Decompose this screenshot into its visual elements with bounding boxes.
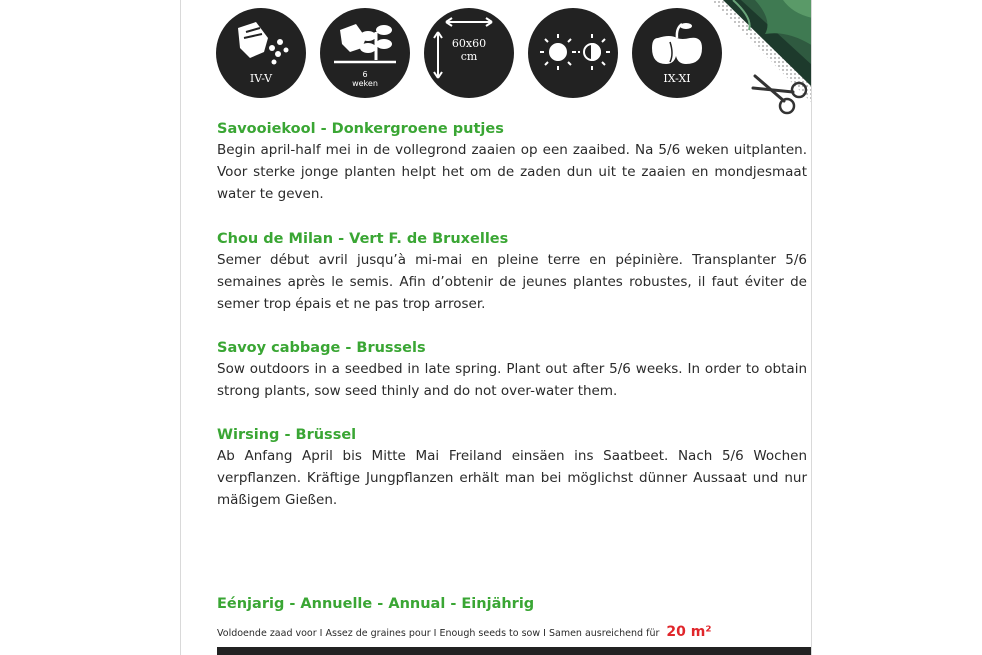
seeds-coverage: [217, 624, 807, 640]
section-dutch: [217, 119, 807, 205]
seed-packet-back: [180, 0, 812, 655]
transplant-weeks-number: 6: [362, 70, 368, 79]
section-body-french: Semer début avril jusqu’à mi-mai en pleine terre en pépinière. Transplanter 5/6 semaines après le semis. Afin d’obtenir de jeunes plantes robustes, il faut éviter de semer trop épais et ne pas trop arroser.: [217, 252, 807, 312]
bottom-bar: [217, 647, 811, 655]
seeds-coverage-text: Voldoende zaad voor I Assez de graines pour I Enough seeds to sow I Samen ausreichend für: [217, 628, 660, 639]
scissors-icon: [751, 68, 807, 118]
section-title-german: Wirsing - Brüssel: [217, 427, 357, 443]
section-body-german: Ab Anfang April bis Mitte Mai Freiland einsäen ins Saatbeet. Nach 5/6 Wochen verpflanzen. Kräftige Jungpflanzen erhält man bei möglichst dünner Aussaat und nur mäßigem Gießen.: [217, 448, 807, 508]
section-body-dutch: Begin april-half mei in de vollegrond zaaien op een zaaibed. Na 5/6 weken uitplanten. Voor sterke jonge planten helpt het om de zaden dun uit te zaaien en mondjesmaat water te geven.: [217, 142, 807, 202]
seeds-coverage-amount: 20 m²: [666, 624, 712, 640]
sowing-period-label: IV-V: [249, 72, 273, 85]
sun-exposure-icon: [528, 8, 618, 98]
section-body-english: Sow outdoors in a seedbed in late spring. Plant out after 5/6 weeks. In order to obtain strong plants, sow seed thinly and do not over-water them.: [217, 361, 807, 399]
harvest-period-label: IX-XI: [663, 72, 691, 85]
sowing-icon: [216, 8, 306, 98]
spacing-unit: cm: [460, 50, 478, 63]
section-title-french: Chou de Milan - Vert F. de Bruxelles: [217, 231, 509, 247]
section-title-dutch: Savooiekool - Donkergroene putjes: [217, 121, 504, 137]
section-french: [217, 229, 807, 315]
spacing-value: 60x60: [451, 37, 487, 50]
pictogram-row: [216, 8, 726, 100]
spacing-icon: [424, 8, 514, 98]
annual-label: Eénjarig - Annuelle - Annual - Einjährig: [217, 596, 535, 612]
section-german: [217, 425, 807, 511]
section-title-english: Savoy cabbage - Brussels: [217, 340, 426, 356]
section-english: [217, 338, 807, 402]
transplant-icon: [320, 8, 410, 98]
harvest-icon: [632, 8, 722, 98]
transplant-weeks-label: weken: [352, 79, 378, 88]
